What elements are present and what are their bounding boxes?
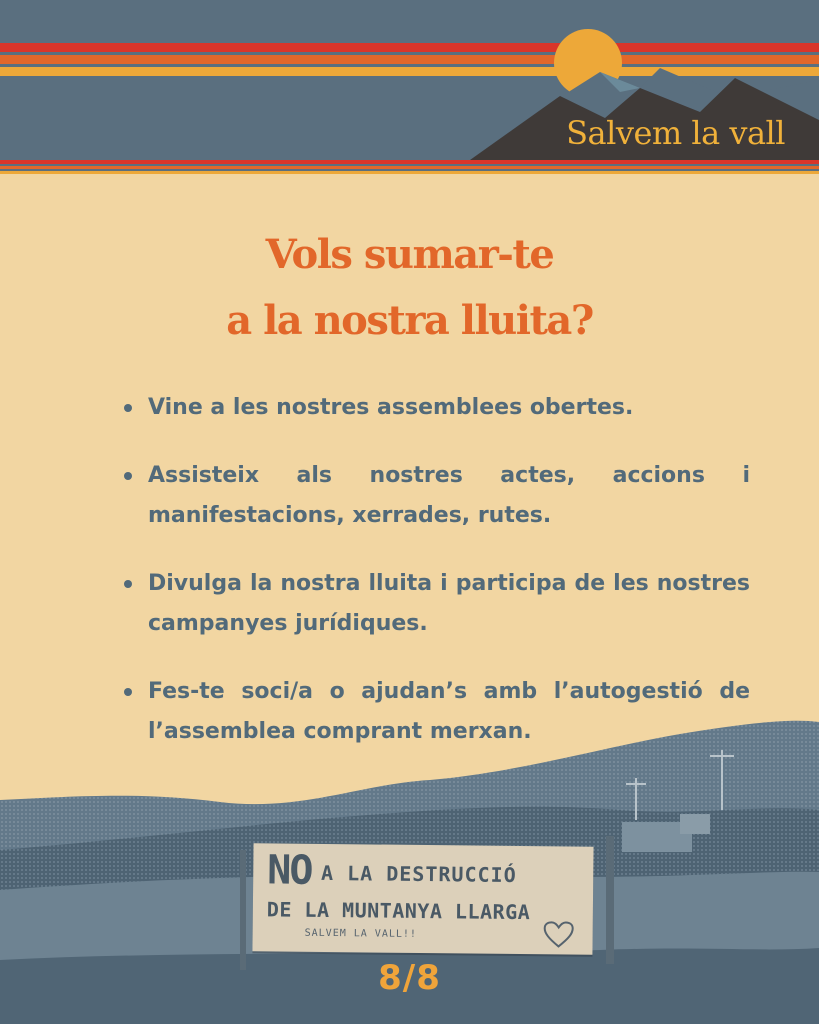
title-line-2: a la nostra lluita? bbox=[226, 297, 593, 344]
list-item: Vine a les nostres assemblees obertes. bbox=[122, 388, 750, 428]
header-banner bbox=[0, 0, 819, 180]
red-stripe bbox=[0, 43, 819, 52]
sign-line-2: DE LA MUNTANYA LLARGA bbox=[266, 897, 531, 925]
header-graphic bbox=[0, 0, 819, 180]
list-item: Assisteix als nostres actes, accions i manifestacions, xerrades, rutes. bbox=[122, 456, 750, 536]
bullet-icon bbox=[124, 404, 132, 412]
page-indicator: 8/8 bbox=[378, 958, 441, 998]
brand-title: Salvem la vall bbox=[566, 114, 785, 152]
heart-icon bbox=[542, 920, 574, 948]
orange-stripe bbox=[0, 55, 819, 64]
yellow-stripe bbox=[0, 67, 819, 76]
bullet-icon bbox=[124, 688, 132, 696]
bullet-icon bbox=[124, 580, 132, 588]
sign-line-1: A LA DESTRUCCIÓ bbox=[320, 860, 517, 887]
list-item: Fes-te soci/a o ajudan’s amb l’autogestió de l’assemblea comprant merxan. bbox=[122, 672, 750, 752]
sign-line-3: SALVEM LA VALL!! bbox=[304, 927, 418, 940]
list-item: Divulga la nostra lluita i participa de les nostres campanyes jurídiques. bbox=[122, 564, 750, 644]
title-line-1: Vols sumar-te bbox=[265, 231, 554, 278]
sign-no: NO bbox=[267, 847, 312, 894]
page-title bbox=[0, 222, 819, 354]
protest-sign bbox=[252, 843, 593, 955]
bullet-icon bbox=[124, 472, 132, 480]
